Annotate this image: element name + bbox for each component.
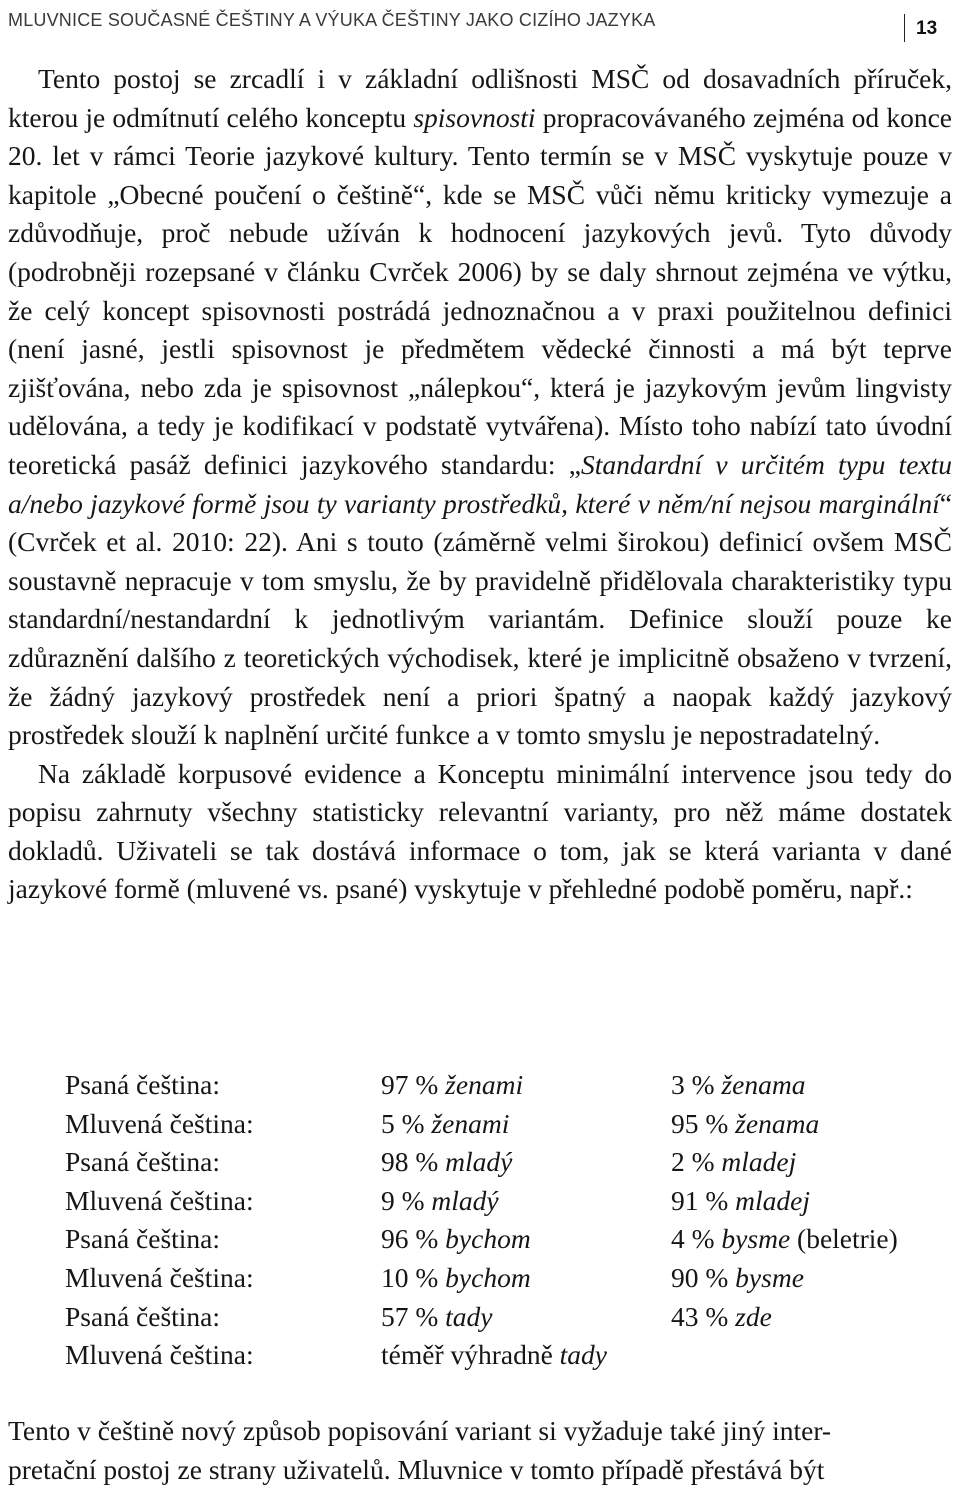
variant-a <box>381 1259 531 1298</box>
language-form-label: Mluvená čeština: <box>65 1339 254 1371</box>
continued-paragraph <box>8 1412 952 1489</box>
variant-a-share: 96 % <box>381 1223 439 1255</box>
variant-b-form: ženama <box>735 1107 820 1139</box>
variant-b <box>671 1105 819 1144</box>
variant-b-form: bysme <box>735 1261 804 1293</box>
italic-run: spisovnosti <box>413 101 536 133</box>
variant-ratio-row <box>65 1066 945 1105</box>
variant-a-share: 98 % <box>381 1146 439 1178</box>
variant-a-form: tady <box>559 1339 608 1371</box>
body-text <box>8 60 952 909</box>
variant-b-share: 90 % <box>671 1261 729 1293</box>
text-run: “ (Cvrček et al. 2010: 22). Ani s touto (záměrně velmi širokou) definicí ovšem MSČ soustavně nepracuje v tom smyslu, že by pravidelně přidělovala charakteristiky typu standardní/nestandardní k jednotlivým variantám. Definice slouží pouze ke zdůraznění dalšího z teoretických východisek, které je implicitně obsaženo v tvrzení, že žádný jazykový prostředek není a priori špatný a naopak každý jazykový prostředek slouží k naplnění určité funkce a v tomto smyslu je nepostradatelný. <box>8 487 952 751</box>
variant-b <box>671 1066 805 1105</box>
variant-a-form: bychom <box>445 1223 531 1255</box>
variant-b-form: ženama <box>721 1069 806 1100</box>
variant-b-form: mladej <box>721 1146 797 1178</box>
language-form-label: Psaná čeština: <box>65 1069 221 1100</box>
variant-b-share: 4 % <box>671 1223 715 1255</box>
variant-a-share: 5 % <box>381 1107 425 1139</box>
variant-a-share: 57 % <box>381 1300 439 1332</box>
variant-a-form: mladý <box>431 1184 499 1216</box>
variant-a-form: ženami <box>431 1107 510 1139</box>
variant-a <box>381 1298 493 1337</box>
variant-a-form: bychom <box>445 1261 531 1293</box>
paragraph-2: Na základě korpusové evidence a Konceptu minimální intervence jsou tedy do popisu zahrnuty všechny statisticky relevantní varianty, pro něž máme dostatek dokladů. Uživateli se tak dostává informace o tom, jak se která varianta v dané jazykové formě (mluvené vs. psané) vyskytuje v přehledné podobě poměru, např.: <box>8 757 952 905</box>
variant-b <box>671 1143 796 1182</box>
variant-ratio-row <box>65 1182 945 1221</box>
variant-a-share: 9 % <box>381 1184 425 1216</box>
language-form-label: Mluvená čeština: <box>65 1184 254 1216</box>
variant-ratio-row <box>65 1143 945 1182</box>
variant-b-share: 2 % <box>671 1146 715 1178</box>
variant-b <box>671 1220 898 1259</box>
running-title: MLUVNICE SOUČASNÉ ČEŠTINY A VÝUKA ČEŠTINY JAKO CIZÍHO JAZYKA <box>8 10 656 30</box>
variant-ratio-row <box>65 1220 945 1259</box>
text-run: Tento postoj se zrcadlí i v základní odlišnosti MSČ od dosavadních příruček, kterou je odmítnutí celého konceptu <box>8 63 952 133</box>
paragraph-1 <box>8 60 952 755</box>
variant-a <box>381 1143 512 1182</box>
variant-b-share: 91 % <box>671 1184 729 1216</box>
variant-a-form: ženami <box>445 1069 524 1100</box>
language-form-label: Psaná čeština: <box>65 1300 221 1332</box>
variant-b <box>671 1298 772 1337</box>
variant-a-share: 97 % <box>381 1069 439 1100</box>
variant-a <box>381 1066 523 1105</box>
variant-a-share: téměř výhradně <box>381 1339 553 1371</box>
running-header <box>8 10 952 40</box>
variant-ratio-row <box>65 1105 945 1144</box>
variant-ratio-table <box>65 1066 945 1375</box>
language-form-label: Psaná čeština: <box>65 1146 221 1178</box>
language-form-label: Mluvená čeština: <box>65 1107 254 1139</box>
variant-a <box>381 1336 607 1375</box>
variant-b-form: zde <box>735 1300 772 1332</box>
variant-note: (beletrie) <box>797 1223 898 1255</box>
variant-a <box>381 1220 531 1259</box>
variant-ratio-row <box>65 1298 945 1337</box>
italic-run: Standardní v určitém typu textu a/nebo jazykové formě jsou ty varianty prostředků, které v něm/ní nejsou marginální <box>8 448 952 519</box>
variant-b-form: mladej <box>735 1184 811 1216</box>
variant-b-share: 43 % <box>671 1300 729 1332</box>
variant-b-form: bysme <box>721 1223 791 1255</box>
variant-b-share: 95 % <box>671 1107 729 1139</box>
variant-ratio-row <box>65 1259 945 1298</box>
paragraph-3-line-1: Tento v češtině nový způsob popisování variant si vyžaduje také jiný inter- <box>8 1415 832 1446</box>
text-run: propracovávaného zejména od konce 20. let v rámci Teorie jazykové kultury. Tento termín se v MSČ vyskytuje pouze v kapitole „Obecné poučení o češtině“, kde se MSČ vůči němu kriticky vymezuje a zdůvodňuje, proč nebude užíván k hodnocení jazykových jevů. Tyto důvody (podrobněji rozepsané v článku Cvrček 2006) by se daly shrnout zejména ve výtku, že celý koncept spisovnosti postrádá jednoznačnou a v praxi použitelnou definici (není jasné, jestli spisovnost je předmětem vědecké činnosti a má být teprve zjišťována, nebo zda je spisovnost „nálepkou“, která je jazykovým jevům lingvisty udělována, a tedy je kodifikací v podstatě vytvářena). Místo toho nabízí tato úvodní teoretická pasáž definici jazykového standardu: „ <box>8 101 952 480</box>
variant-b <box>671 1259 804 1298</box>
variant-a <box>381 1182 499 1221</box>
language-form-label: Mluvená čeština: <box>65 1261 254 1293</box>
variant-a-share: 10 % <box>381 1261 439 1293</box>
folio-divider <box>904 14 905 42</box>
variant-a-form: mladý <box>445 1146 513 1178</box>
page-number: 13 <box>916 18 938 39</box>
variant-ratio-row <box>65 1336 945 1375</box>
variant-b-share: 3 % <box>671 1069 715 1100</box>
variant-a-form: tady <box>445 1300 493 1332</box>
language-form-label: Psaná čeština: <box>65 1223 221 1255</box>
paragraph-3-line-2: pretační postoj ze strany uživatelů. Mluvnice v tomto případě přestává být <box>8 1453 825 1485</box>
variant-b <box>671 1182 810 1221</box>
variant-a <box>381 1105 509 1144</box>
